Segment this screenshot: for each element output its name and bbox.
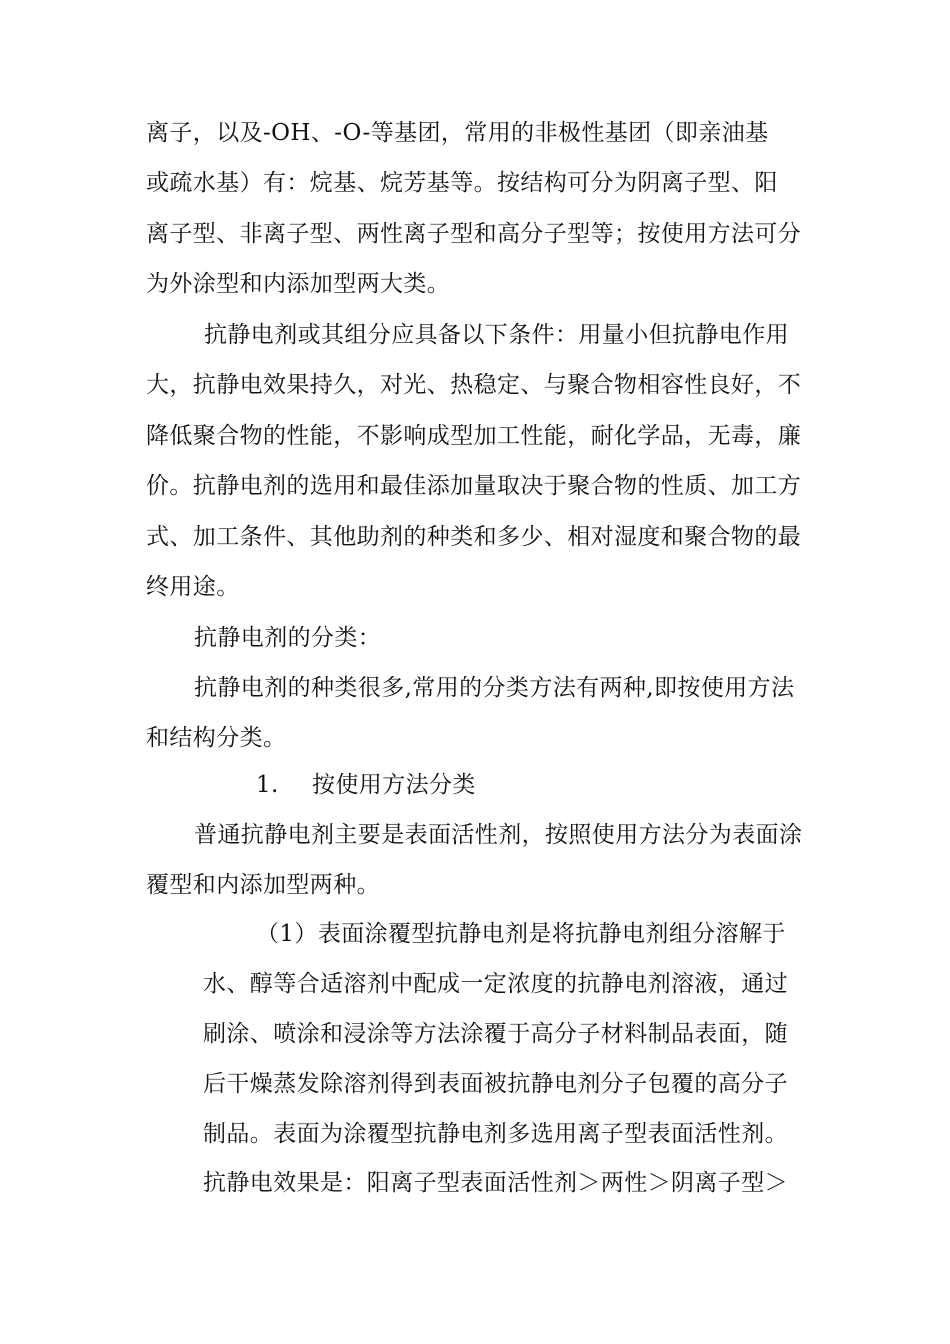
text-line: 抗静电剂的种类很多,常用的分类方法有两种,即按使用方法 xyxy=(194,675,795,701)
heading-number: 1. xyxy=(256,772,279,798)
text-line: 大，抗静电效果持久，对光、热稳定、与聚合物相容性良好，不 xyxy=(146,372,802,398)
text-line: 水、醇等合适溶剂中配成一定浓度的抗静电剂溶液，通过 xyxy=(203,971,788,997)
text-line: 终用途。 xyxy=(146,574,240,600)
text-line: 覆型和内添加型两种。 xyxy=(146,872,380,898)
text-line: 和结构分类。 xyxy=(146,725,287,751)
heading-title: 按使用方法分类 xyxy=(312,772,476,798)
text-line: 为外涂型和内添加型两大类。 xyxy=(146,271,451,297)
text-line: 或疏水基）有：烷基、烷芳基等。按结构可分为阴离子型、阳 xyxy=(146,170,778,196)
text-line: （1）表面涂覆型抗静电剂是将抗静电剂组分溶解于 xyxy=(256,921,786,947)
text-line: 价。抗静电剂的选用和最佳添加量取决于聚合物的性质、加工方 xyxy=(146,473,802,499)
text-line: 后干燥蒸发除溶剂得到表面被抗静电剂分子包覆的高分子 xyxy=(203,1071,788,1097)
text-line: 普通抗静电剂主要是表面活性剂，按照使用方法分为表面涂 xyxy=(194,822,803,848)
text-line: 离子型、非离子型、两性离子型和高分子型等；按使用方法可分 xyxy=(146,221,802,247)
text-line: 离子，以及-OH、-O-等基团，常用的非极性基团（即亲油基 xyxy=(146,120,769,146)
section-label: 抗静电剂的分类： xyxy=(194,625,382,651)
text-line: 抗静电效果是：阳离子型表面活性剂＞两性＞阴离子型＞ xyxy=(203,1170,788,1196)
text-line: 制品。表面为涂覆型抗静电剂多选用离子型表面活性剂。 xyxy=(203,1121,788,1147)
text-line: 降低聚合物的性能，不影响成型加工性能，耐化学品，无毒，廉 xyxy=(146,423,802,449)
text-line: 式、加工条件、其他助剂的种类和多少、相对湿度和聚合物的最 xyxy=(146,524,802,550)
text-line: 抗静电剂或其组分应具备以下条件：用量小但抗静电作用 xyxy=(204,322,789,348)
text-line: 刷涂、喷涂和浸涂等方法涂覆于高分子材料制品表面，随 xyxy=(203,1021,788,1047)
